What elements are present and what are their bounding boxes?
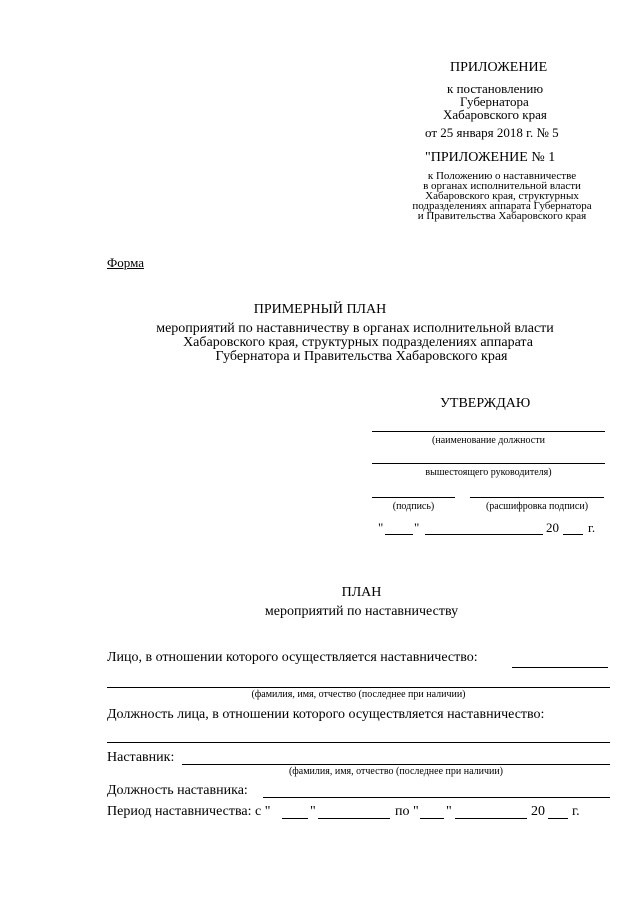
period-from-day-line[interactable] (282, 818, 308, 819)
superior-caption: вышестоящего руководителя) (425, 467, 552, 478)
approval-date-quote-close: " (414, 520, 420, 535)
person-name-line[interactable] (107, 687, 610, 688)
sample-plan-line: Губернатора и Правительства Хабаровского края (215, 349, 508, 364)
signature-caption: (подпись) (392, 501, 435, 512)
person-field-line[interactable] (512, 667, 608, 668)
appendix-line: Губернатора (460, 94, 529, 109)
period-year: 20 (531, 804, 545, 819)
period-from-month-line[interactable] (318, 818, 390, 819)
person-label: Лицо, в отношении которого осуществляется наставничество: (107, 650, 478, 665)
position-label: Должность лица, в отношении которого осуществляется наставничество: (107, 707, 545, 722)
plan-title: ПЛАН (341, 585, 382, 600)
period-to-month-line[interactable] (455, 818, 527, 819)
mentor-label: Наставник: (107, 750, 175, 765)
approval-date-year-line (563, 534, 583, 535)
approval-date-quote-open: " (378, 520, 384, 535)
decoding-line (470, 497, 604, 498)
sample-plan-line: Хабаровского края, структурных подразделениях аппарата (183, 335, 533, 350)
approval-date-year: 20 (546, 520, 559, 535)
sample-plan-line: мероприятий по наставничеству в органах исполнительной власти (156, 321, 554, 336)
mentor-position-line[interactable] (263, 797, 610, 798)
period-suffix: г. (572, 804, 580, 819)
approval-date-month-line (425, 534, 543, 535)
period-quote: " (310, 804, 316, 819)
appendix-date: от 25 января 2018 г. № 5 (425, 125, 559, 140)
form-label: Форма (107, 255, 144, 270)
period-label: Период наставничества: с " (107, 804, 271, 819)
position-caption: (наименование должности (432, 435, 545, 446)
appendix-line: к постановлению (447, 81, 544, 96)
subappendix-title: "ПРИЛОЖЕНИЕ № 1 (425, 150, 556, 165)
superior-line (372, 463, 605, 464)
position-line (372, 431, 605, 432)
subappendix-line: подразделениях аппарата Губернатора (412, 200, 592, 212)
mentor-position-label: Должность наставника: (107, 783, 248, 798)
plan-subtitle: мероприятий по наставничеству (264, 604, 459, 619)
period-year-line[interactable] (548, 818, 568, 819)
mentor-field-line[interactable] (182, 764, 610, 765)
person-caption: (фамилия, имя, отчество (последнее при наличии) (251, 689, 466, 700)
appendix-line: Хабаровского края (443, 107, 547, 122)
approval-date-suffix: г. (588, 520, 596, 535)
signature-line (372, 497, 455, 498)
approval-date-day-line (385, 534, 413, 535)
period-quote: " (446, 804, 452, 819)
subappendix-line: к Положению о наставничестве (427, 170, 577, 182)
decoding-caption: (расшифровка подписи) (485, 501, 589, 512)
approval-title: УТВЕРЖДАЮ (440, 396, 531, 411)
appendix-title: ПРИЛОЖЕНИЕ (450, 60, 548, 75)
sample-plan-title: ПРИМЕРНЫЙ ПЛАН (253, 302, 387, 317)
subappendix-line: Хабаровского края, структурных (425, 190, 579, 202)
subappendix-line: в органах исполнительной власти (423, 180, 581, 192)
position-field-line[interactable] (107, 742, 610, 743)
period-to: по " (395, 804, 419, 819)
mentor-caption: (фамилия, имя, отчество (последнее при наличии) (288, 766, 504, 777)
period-to-day-line[interactable] (420, 818, 444, 819)
subappendix-line: и Правительства Хабаровского края (417, 210, 587, 222)
